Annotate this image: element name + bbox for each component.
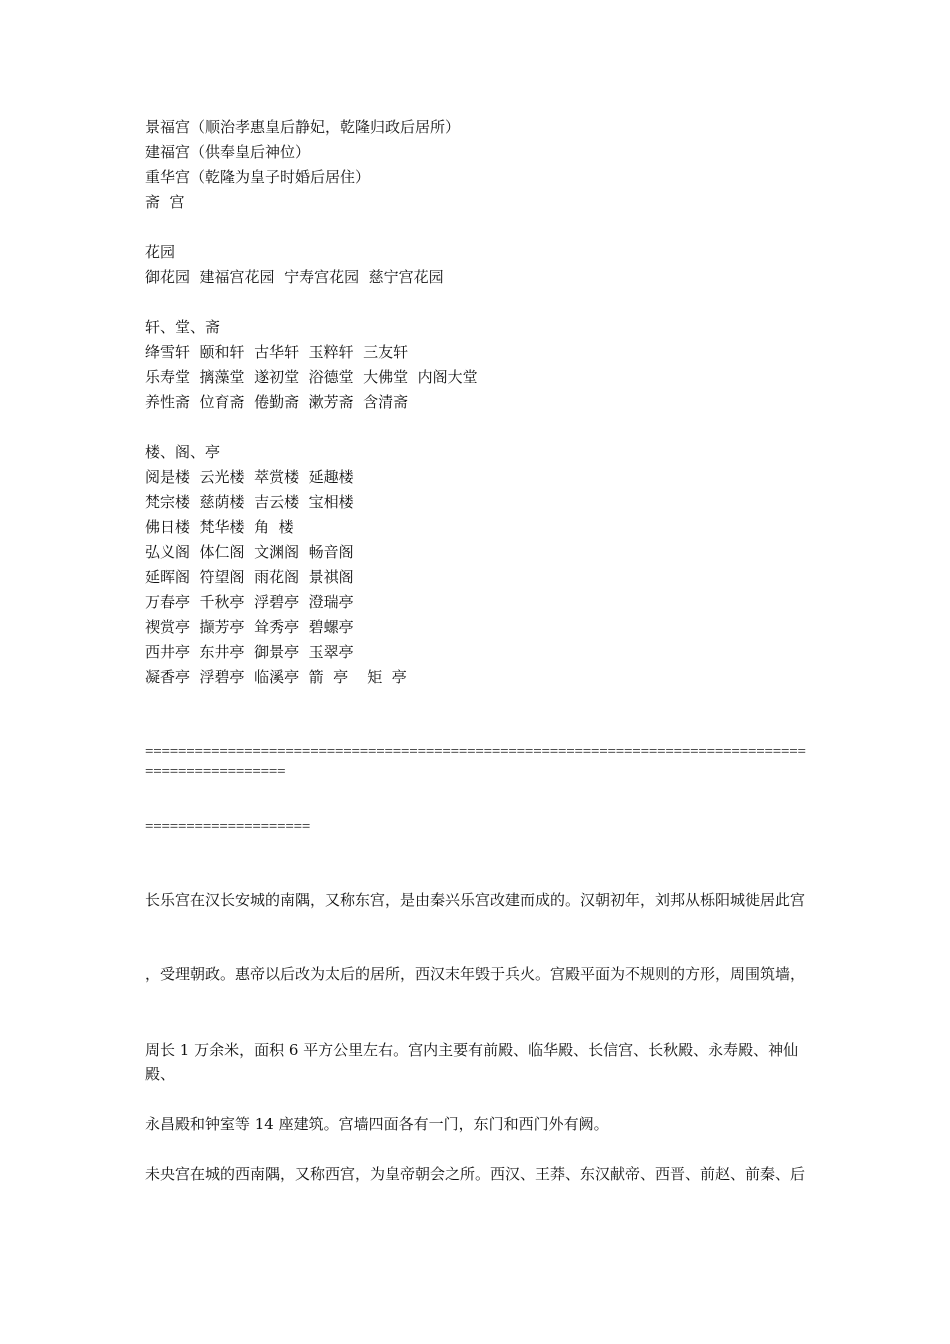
- towers-heading: 楼、阁、亭: [145, 443, 221, 461]
- body-paragraph: 长乐宫在汉长安城的南隅，又称东宫，是由秦兴乐宫改建而成的。汉朝初年，刘邦从栎阳城徙居此宫: [145, 891, 806, 909]
- separator-long: =================================================================================================: [145, 744, 806, 780]
- towers-row: 万春亭 千秋亭 浮碧亭 澄瑞亭: [145, 593, 354, 611]
- gardens-list: 御花园 建福宫花园 宁寿宫花园 慈宁宫花园: [145, 268, 444, 286]
- halls-row: 绛雪轩 颐和轩 古华轩 玉粹轩 三友轩: [145, 343, 409, 361]
- halls-row: 养性斋 位育斋 倦勤斋 漱芳斋 含清斋: [145, 393, 409, 411]
- towers-row: 凝香亭 浮碧亭 临溪亭 箭 亭 矩 亭: [145, 668, 407, 686]
- towers-row: 梵宗楼 慈荫楼 吉云楼 宝相楼: [145, 493, 354, 511]
- body-paragraph: 周长 1 万余米，面积 6 平方公里左右。宫内主要有前殿、临华殿、长信宫、长秋殿、永寿殿、神仙殿、: [145, 1041, 799, 1083]
- palace-line: 景福宫（顺治孝惠皇后静妃，乾隆归政后居所）: [145, 118, 461, 136]
- halls-heading: 轩、堂、斋: [145, 318, 221, 336]
- halls-row: 乐寿堂 摛藻堂 遂初堂 浴德堂 大佛堂 内阁大堂: [145, 368, 478, 386]
- body-paragraph: 未央宫在城的西南隅，又称西宫，为皇帝朝会之所。西汉、王莽、东汉献帝、西晋、前赵、前秦、后: [145, 1165, 806, 1183]
- towers-row: 阅是楼 云光楼 萃赏楼 延趣楼: [145, 468, 354, 486]
- palace-line: 建福宫（供奉皇后神位）: [145, 143, 311, 161]
- separator-short: ====================: [145, 819, 311, 835]
- towers-row: 延晖阁 符望阁 雨花阁 景祺阁: [145, 568, 354, 586]
- body-paragraph: ，受理朝政。惠帝以后改为太后的居所，西汉末年毁于兵火。宫殿平面为不规则的方形，周围筑墙，: [145, 965, 806, 983]
- towers-row: 西井亭 东井亭 御景亭 玉翠亭: [145, 643, 354, 661]
- palace-line: 斋 宫: [145, 193, 185, 211]
- palace-line: 重华宫（乾隆为皇子时婚后居住）: [145, 168, 371, 186]
- body-paragraph: 永昌殿和钟室等 14 座建筑。宫墙四面各有一门，东门和西门外有阙。: [145, 1115, 609, 1133]
- towers-row: 禊赏亭 撷芳亭 耸秀亭 碧螺亭: [145, 618, 354, 636]
- gardens-heading: 花园: [145, 243, 176, 261]
- towers-row: 弘义阁 体仁阁 文渊阁 畅音阁: [145, 543, 354, 561]
- towers-row: 佛日楼 梵华楼 角 楼: [145, 518, 294, 536]
